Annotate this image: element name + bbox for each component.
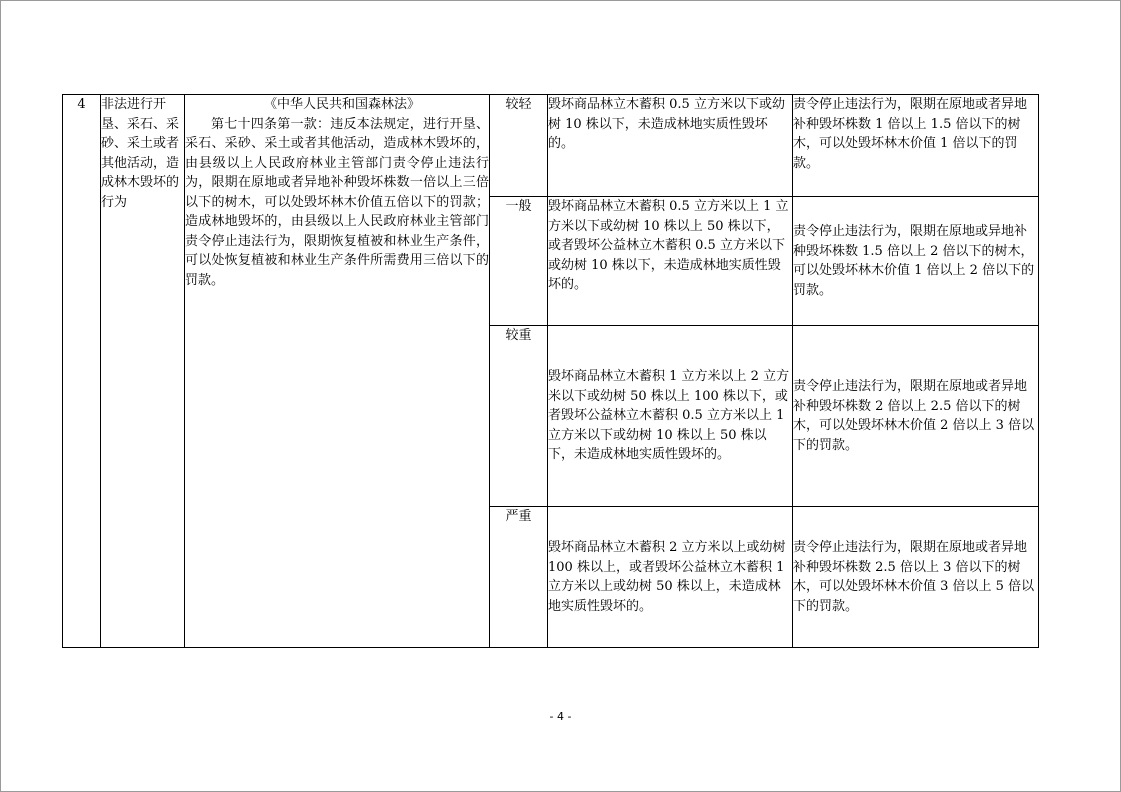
condition-cell: 毁坏商品林立木蓄积 1 立方米以上 2 立方米以下或幼树 50 株以上 100 株以下，或者毁坏公益林立木蓄积 0.5 立方米以上 1 立方米以下或幼树 10 株以上 50 株以下，未造成林地实质性毁坏的。 bbox=[548, 326, 793, 507]
condition-cell: 毁坏商品林立木蓄积 2 立方米以上或幼树 100 株以上，或者毁坏公益林立木蓄积 1 立方米以上或幼树 50 株以上，未造成林地实质性毁坏的。 bbox=[548, 507, 793, 648]
penalty-cell: 责令停止违法行为，限期在原地或异地补种毁坏株数 1.5 倍以上 2 倍以下的树木，可以处毁坏林木价值 1 倍以上 2 倍以下的罚款。 bbox=[793, 197, 1039, 326]
table-row bbox=[63, 95, 1039, 197]
page-number: - 4 - bbox=[549, 710, 572, 723]
legal-basis-cell bbox=[185, 95, 490, 648]
level-cell: 一般 bbox=[490, 197, 548, 326]
penalty-cell: 责令停止违法行为，限期在原地或者异地补种毁坏株数 1 倍以上 1.5 倍以下的树木，可以处毁坏林木价值 1 倍以下的罚款。 bbox=[793, 95, 1039, 197]
level-cell: 严重 bbox=[490, 507, 548, 648]
law-article-text: 第七十四条第一款：违反本法规定，进行开垦、采石、采砂、采土或者其他活动，造成林木毁坏的，由县级以上人民政府林业主管部门责令停止违法行为，限期在原地或者异地补种毁坏株数一倍以上三倍以下的树木，可以处毁坏林木价值五倍以下的罚款；造成林地毁坏的，由县级以上人民政府林业主管部门责令停止违法行为，限期恢复植被和林业生产条件，可以处恢复植被和林业生产条件所需费用三倍以下的罚款。 bbox=[185, 116, 489, 288]
condition-cell: 毁坏商品林立木蓄积 0.5 立方米以上 1 立方米以下或幼树 10 株以上 50 株以下，或者毁坏公益林立木蓄积 0.5 立方米以下或幼树 10 株以下，未造成林地实质性毁坏的。 bbox=[548, 197, 793, 326]
level-cell: 较重 bbox=[490, 326, 548, 507]
penalty-cell: 责令停止违法行为，限期在原地或者异地补种毁坏株数 2 倍以上 2.5 倍以下的树木，可以处毁坏林木价值 2 倍以上 3 倍以下的罚款。 bbox=[793, 326, 1039, 507]
penalty-cell: 责令停止违法行为，限期在原地或者异地补种毁坏株数 2.5 倍以上 3 倍以下的树木，可以处毁坏林木价值 3 倍以上 5 倍以下的罚款。 bbox=[793, 507, 1039, 648]
law-title: 《中华人民共和国森林法》 bbox=[263, 97, 420, 112]
violation-category-cell: 非法进行开垦、采石、采砂、采土或者其他活动，造成林木毁坏的行为 bbox=[101, 95, 185, 648]
row-number-cell: 4 bbox=[63, 95, 101, 648]
condition-cell: 毁坏商品林立木蓄积 0.5 立方米以下或幼树 10 株以下，未造成林地实质性毁坏的。 bbox=[548, 95, 793, 197]
level-cell: 较轻 bbox=[490, 95, 548, 197]
penalty-standard-table bbox=[62, 94, 1039, 648]
